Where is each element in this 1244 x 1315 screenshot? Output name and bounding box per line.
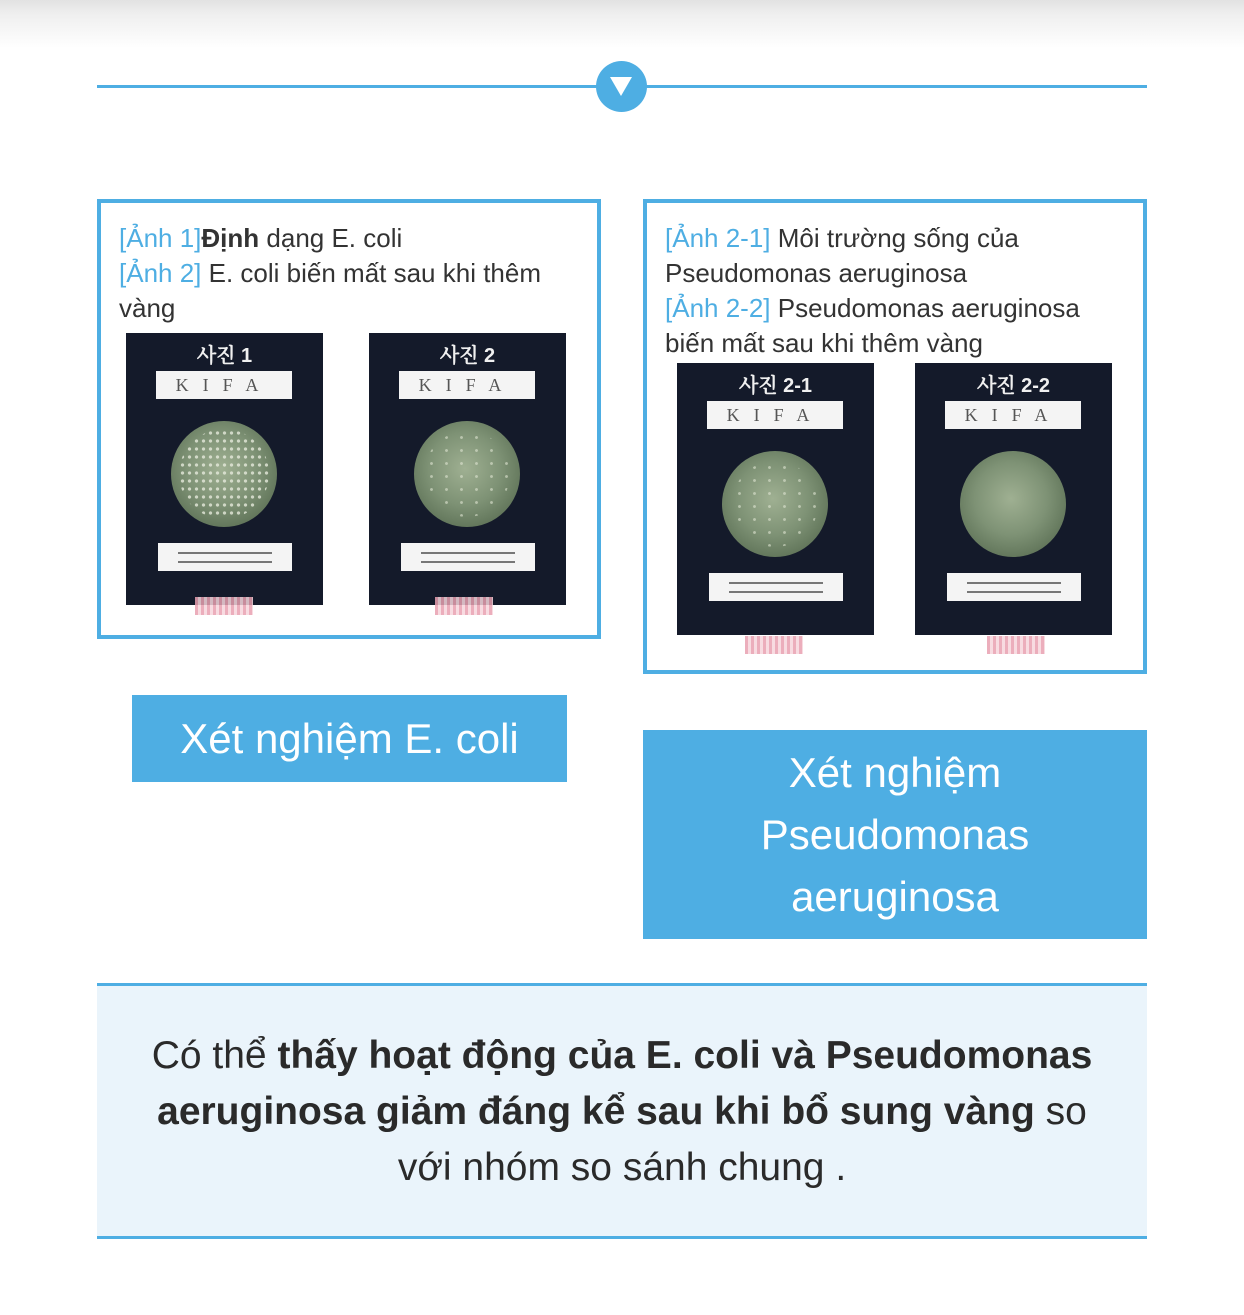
pseudomonas-test-heading-text: Xét nghiệm Pseudomonas aeruginosa xyxy=(760,748,1030,920)
caption-text: Môi trường sống của Pseudomonas aeruginosa xyxy=(665,223,1019,288)
ecoli-test-heading xyxy=(132,695,567,782)
caption-text: E. coli biến mất sau khi thêm vàng xyxy=(119,258,542,323)
photo-label: 사진 2-2 xyxy=(976,375,1051,397)
caption-text: Pseudomonas aeruginosa biến mất sau khi thêm vàng xyxy=(665,293,1080,358)
photo-label: 사진 2 xyxy=(439,345,496,367)
red-stamp xyxy=(987,636,1045,654)
divider-line-right xyxy=(646,85,1147,88)
red-stamp xyxy=(745,636,803,654)
pseudomonas-caption xyxy=(665,221,1105,361)
summary-highlight: thấy hoạt động của E. coli và Pseudomonas aeruginosa giảm đáng kể sau khi bổ sung vàng xyxy=(157,1034,1093,1133)
ecoli-test-heading-text: Xét nghiệm E. coli xyxy=(180,714,519,762)
pseudomonas-test-heading xyxy=(643,730,1147,939)
petri-dish-image xyxy=(171,421,277,527)
photo-2-1-tag: [Ảnh 2-1] xyxy=(665,223,771,253)
kifa-label: KIFA xyxy=(399,371,535,399)
photo-label: 사진 1 xyxy=(196,345,253,367)
top-shadow xyxy=(0,0,1244,48)
ecoli-caption xyxy=(119,221,579,326)
summary-intro: Có thể xyxy=(151,1034,278,1077)
petri-dish-image xyxy=(722,451,828,557)
kifa-label: KIFA xyxy=(707,401,843,429)
red-stamp xyxy=(195,597,253,615)
petri-dish-image xyxy=(414,421,520,527)
petri-dish-photo-2-1 xyxy=(677,363,874,635)
specimen-card xyxy=(947,573,1081,601)
red-stamp xyxy=(435,597,493,615)
summary-ending: so với nhóm so sánh chung . xyxy=(397,1090,1087,1189)
specimen-card xyxy=(401,543,535,571)
petri-dish-photo-2-2 xyxy=(915,363,1112,635)
specimen-card xyxy=(158,543,292,571)
kifa-label: KIFA xyxy=(156,371,292,399)
caption-bold: Định xyxy=(201,223,260,253)
petri-dish-photo-1 xyxy=(126,333,323,605)
divider-line-left xyxy=(97,85,597,88)
photo-1-tag: [Ảnh 1] xyxy=(119,223,202,253)
kifa-label: KIFA xyxy=(945,401,1081,429)
pseudomonas-photo-panel xyxy=(643,199,1147,674)
photo-2-2-tag: [Ảnh 2-2] xyxy=(665,293,771,323)
petri-dish-image xyxy=(960,451,1066,557)
photo-label: 사진 2-1 xyxy=(738,375,813,397)
petri-dish-photo-2 xyxy=(369,333,566,605)
summary-box xyxy=(97,983,1147,1239)
specimen-card xyxy=(709,573,843,601)
caption-text: dạng E. coli xyxy=(259,223,403,253)
chevron-down-icon xyxy=(596,61,647,112)
photo-2-tag: [Ảnh 2] xyxy=(119,258,202,288)
summary-text xyxy=(137,1028,1107,1196)
ecoli-photo-panel xyxy=(97,199,601,639)
